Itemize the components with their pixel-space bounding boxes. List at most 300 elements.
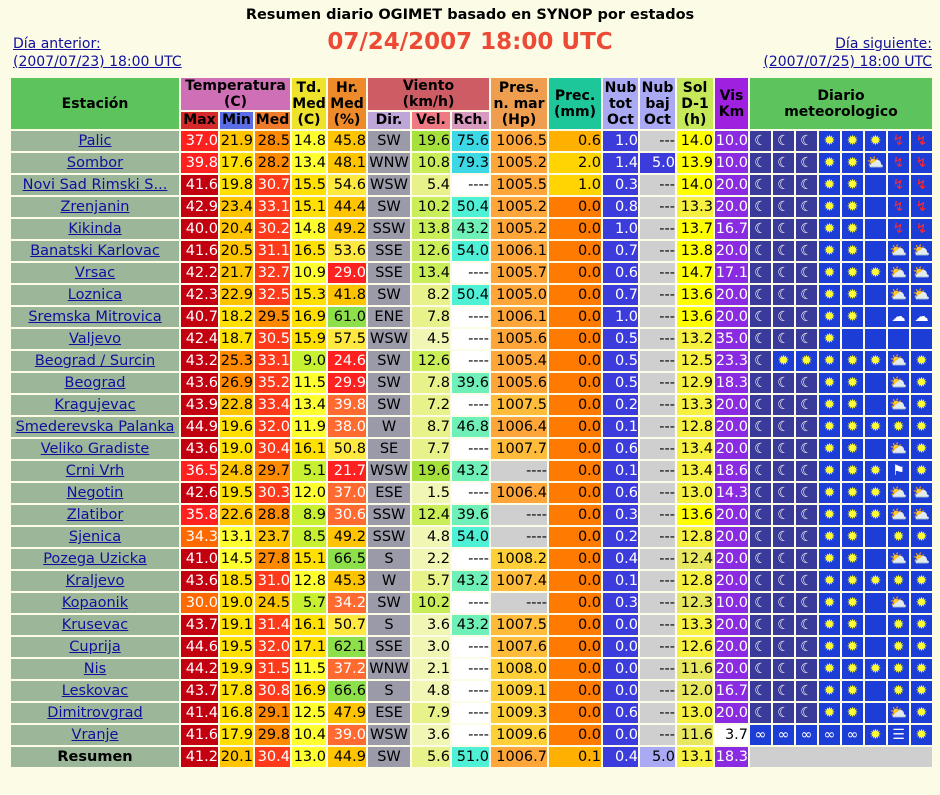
wind-dir-cell: SW [368,373,410,393]
sun-cloud-icon: ⛅ [889,705,908,721]
station-link[interactable]: Kopaonik [61,595,129,611]
sun-icon: ✹ [865,505,886,525]
cloud-low-cell: --- [640,461,675,481]
synop-summary-table [9,76,934,769]
max-temp-cell: 44.2 [181,659,218,679]
night-moon-icon: ☾ [796,417,817,437]
med-temp-cell: 23.7 [255,527,290,547]
visibility-cell: 20.0 [715,573,748,589]
sun-icon: ✹ [865,659,886,679]
wind-speed-cell: 12.4 [412,505,450,525]
night-moon-icon: ☾ [796,571,817,591]
sun-icon: ✹ [911,373,932,393]
night-moon-icon: ☾ [773,483,794,503]
dewpoint-cell: 16.9 [293,309,326,325]
med-temp-cell: 32.5 [255,285,290,305]
sunshine-cell: 13.4 [677,439,713,459]
table-row [11,307,932,327]
night-moon-icon: ☾ [750,659,771,679]
cloud-total-cell: 0.0 [603,615,638,635]
precip-cell: 0.0 [549,725,601,745]
sun-icon: ✹ [842,659,863,679]
cloud-low-cell: --- [640,637,675,657]
wind-gust-cell: 50.4 [452,197,489,217]
dewpoint-cell: 10.9 [293,265,326,281]
sun-icon: ✹ [842,395,863,415]
wind-dir-cell: SE [368,439,410,459]
max-temp-cell: 43.7 [181,615,218,635]
dewpoint-cell: 12.0 [293,485,326,501]
sun-icon: ✹ [842,703,863,723]
station-cell [11,307,179,327]
sun-icon: ✹ [865,263,886,283]
station-link[interactable]: Vranje [71,727,119,743]
med-temp-cell: 28.8 [255,505,290,525]
wind-gust-cell: ---- [452,659,489,679]
night-moon-icon: ☾ [796,615,817,635]
wind-dir-cell: SW [368,351,410,371]
cloud-low-cell: 5.0 [640,153,675,173]
pressure-cell: 1006.4 [491,483,547,503]
sun-icon: ✹ [911,351,932,371]
empty-cell [911,329,932,349]
empty-cell [865,285,886,305]
station-link[interactable]: Pozega Uzicka [43,551,147,567]
station-link[interactable]: Cuprija [69,639,121,655]
sunshine-cell: 12.3 [677,593,713,613]
night-moon-icon: ☾ [796,131,817,151]
wind-speed-cell: 3.6 [412,615,450,635]
station-cell [11,527,179,547]
sun-icon: ✹ [911,681,932,701]
sun-icon: ✹ [911,395,932,415]
night-moon-icon: ☾ [773,681,794,701]
night-moon-icon: ☾ [773,131,794,151]
empty-cell [865,329,886,349]
night-moon-icon: ☾ [750,197,771,217]
empty-cell [865,439,886,459]
station-link[interactable]: Kragujevac [54,397,136,413]
table-row [11,571,932,591]
sun-icon: ✹ [865,131,886,151]
pressure-cell: 1005.6 [491,373,547,393]
night-moon-icon: ☾ [750,483,771,503]
station-link[interactable]: Zrenjanin [60,199,130,215]
med-temp-cell: 30.5 [255,329,290,349]
station-link[interactable]: Nis [83,661,107,677]
station-cell [11,373,179,393]
night-moon-icon: ☾ [750,241,771,261]
sun-icon: ✹ [911,417,932,437]
med-temp-cell: 31.5 [255,659,290,679]
max-temp-cell: 44.9 [181,417,218,437]
station-link[interactable]: Veliko Gradiste [40,441,150,457]
min-temp-cell: 23.4 [220,199,253,215]
sunshine-cell: 14.0 [677,175,713,195]
wind-gust-cell: ---- [452,307,489,327]
dewpoint-cell: 15.9 [293,331,326,347]
cloud-total-cell: 1.0 [603,131,638,151]
night-moon-icon: ☾ [796,549,817,569]
cloud-total-cell: 0.1 [603,461,638,481]
wind-dir-cell: ENE [368,307,410,327]
humidity-cell: 54.6 [328,175,366,195]
table-row [11,615,932,635]
max-temp-cell: 41.6 [181,241,218,261]
station-cell [11,439,179,459]
night-moon-icon: ☾ [773,417,794,437]
station-cell [11,659,179,679]
dewpoint-cell: 11.5 [293,661,326,677]
station-link[interactable]: Sjenica [68,529,122,545]
sun-icon: ✹ [819,263,840,283]
next-day-link[interactable] [763,36,932,70]
sun-icon: ✹ [842,417,863,437]
cloud-total-cell: 0.0 [603,681,638,701]
station-link[interactable]: Krusevac [61,617,129,633]
visibility-cell: 20.0 [715,199,748,215]
humidity-cell: 61.0 [328,307,366,327]
station-link[interactable]: Beograd [64,375,126,391]
sun-icon: ✹ [796,351,817,371]
station-link[interactable]: Leskovac [61,683,129,699]
max-temp-cell: 42.9 [181,197,218,217]
precip-cell: 0.0 [549,659,601,679]
sun-icon: ✹ [865,571,886,591]
table-row [11,681,932,701]
min-temp-cell: 18.7 [220,331,253,347]
min-temp-cell: 20.5 [220,243,253,259]
night-moon-icon: ☾ [796,593,817,613]
min-temp-cell: 19.1 [220,617,253,633]
max-temp-cell: 42.6 [181,483,218,503]
dewpoint-cell: 10.4 [293,727,326,743]
sun-cloud-icon: ⛅ [889,243,908,259]
wind-speed-cell: 5.4 [412,175,450,195]
wind-gust-cell: 39.6 [452,373,489,393]
med-temp-cell: 30.7 [255,175,290,195]
sun-icon: ✹ [819,351,840,371]
table-row [11,703,932,723]
night-moon-icon: ☾ [750,593,771,613]
precip-cell: 0.0 [549,637,601,657]
precip-cell: 0.0 [549,439,601,459]
wind-speed-cell: 2.2 [412,549,450,569]
max-temp-cell: 41.4 [181,703,218,723]
station-link[interactable]: Loznica [67,287,123,303]
wind-gust-cell: 54.0 [452,241,489,261]
min-temp-cell: 17.8 [220,683,253,699]
humidity-cell: 29.0 [328,263,366,283]
station-link[interactable]: Crni Vrh [65,463,125,479]
night-moon-icon: ☾ [773,175,794,195]
table-row [11,219,932,239]
min-temp-cell: 19.5 [220,639,253,655]
sun-cloud-icon: ⛅ [889,287,908,303]
dewpoint-cell: 12.8 [293,573,326,589]
fog-icon: ∞ [819,725,840,745]
sun-icon: ✹ [819,197,840,217]
precip-cell: 0.6 [549,131,601,151]
sun-cloud-icon: ⛅ [889,353,908,369]
dewpoint-cell: 9.0 [292,351,326,371]
summary-max: 41.2 [181,747,218,767]
previous-day-date: (2007/07/23) 18:00 UTC [13,54,182,70]
night-moon-icon: ☾ [773,219,794,239]
precip-cell: 0.0 [549,593,601,613]
summary-prec: 0.1 [549,747,601,767]
precip-cell: 0.0 [549,263,601,283]
visibility-cell: 18.3 [715,375,748,391]
header-visibility: Vis Km [715,78,748,129]
night-moon-icon: ☾ [796,263,817,283]
night-moon-icon: ☾ [773,285,794,305]
sun-icon: ✹ [819,615,840,635]
cloud-low-cell: --- [640,571,675,591]
precip-cell: 0.0 [549,417,601,437]
med-temp-cell: 33.1 [255,197,290,217]
empty-cell [865,219,886,239]
night-moon-icon: ☾ [750,373,771,393]
med-temp-cell: 31.4 [255,615,290,635]
night-moon-icon: ☾ [796,637,817,657]
wind-gust-icon: ⚑ [888,461,909,481]
cloud-total-cell: 0.1 [603,571,638,591]
sun-cloud-icon: ⛅ [912,485,931,501]
med-temp-cell: 30.2 [255,219,290,239]
sunshine-cell: 13.6 [677,505,713,525]
dewpoint-cell: 15.5 [293,177,326,193]
sun-cloud-icon: ⛅ [889,441,908,457]
wind-gust-cell: ---- [452,725,489,745]
dewpoint-cell: 11.9 [293,419,326,435]
humidity-cell: 48.1 [328,153,366,173]
sun-icon: ✹ [773,351,794,371]
visibility-cell: 20.0 [715,617,748,633]
empty-cell [865,615,886,635]
table-row [11,505,932,525]
station-link[interactable]: Zlatibor [66,507,124,523]
header-hr: Hr. Med (%) [328,78,366,129]
empty-cell [865,549,886,569]
humidity-cell: 49.2 [328,527,366,547]
wind-speed-cell: 4.5 [412,329,450,349]
table-row [11,131,932,151]
station-cell [11,549,179,569]
humidity-cell: 57.5 [328,329,366,349]
night-moon-icon: ☾ [796,439,817,459]
cloud-total-cell: 0.4 [603,549,638,569]
header-pressure: Pres. n. mar (Hp) [491,78,547,129]
station-link[interactable]: Palic [78,133,112,149]
sun-icon: ✹ [911,527,932,547]
dewpoint-cell: 16.5 [293,243,326,259]
sun-icon: ✹ [819,483,840,503]
sun-icon: ✹ [819,417,840,437]
precip-cell: 0.0 [549,219,601,239]
station-link[interactable]: Kikinda [68,221,122,237]
station-link[interactable]: Vrsac [74,265,116,281]
station-cell [11,681,179,701]
sun-icon: ✹ [888,681,909,701]
wind-dir-cell: WNW [369,661,409,677]
visibility-cell: 20.0 [715,507,748,523]
night-moon-icon: ☾ [750,549,771,569]
station-link[interactable]: Sombor [66,155,124,171]
night-moon-icon: ☾ [750,703,771,723]
max-temp-cell: 37.0 [181,131,218,151]
night-moon-icon: ☾ [773,615,794,635]
header-nub-baj: Nub baj Oct [641,79,674,128]
sun-icon: ✹ [865,351,886,371]
sunshine-cell: 13.0 [677,483,713,503]
precip-cell: 0.0 [549,307,601,327]
cloud-total-cell: 0.0 [603,725,638,745]
max-temp-cell: 41.0 [181,549,218,569]
station-link[interactable]: Banatski Karlovac [30,243,160,259]
sun-icon: ✹ [819,219,840,239]
cloud-total-cell: 0.5 [603,373,638,393]
sun-icon: ✹ [819,307,840,327]
table-row [11,395,932,415]
pressure-cell: 1009.1 [491,681,547,701]
cloud-low-cell: --- [640,505,675,525]
sun-icon: ✹ [911,637,932,657]
visibility-cell: 20.0 [715,661,748,677]
station-link[interactable]: Negotin [66,485,124,501]
cloud-low-cell: --- [640,197,675,217]
dewpoint-cell: 16.1 [293,441,326,457]
precip-cell: 0.0 [549,571,601,591]
sun-icon: ✹ [888,417,909,437]
sun-cloud-icon: ⛅ [912,507,931,523]
station-link[interactable]: Smederevska Palanka [15,419,175,435]
night-moon-icon: ☾ [773,153,794,173]
station-cell [11,263,179,283]
station-link[interactable]: Sremska Mitrovica [28,309,162,325]
wind-gust-cell: 54.0 [452,527,489,547]
wind-speed-cell: 12.6 [412,351,450,371]
header-max: Max [181,112,218,129]
sun-icon: ✹ [888,659,909,679]
station-link[interactable]: Novi Sad Rimski S... [22,177,168,193]
wind-speed-cell: 5.7 [412,571,450,591]
dewpoint-cell: 15.3 [293,287,326,303]
wind-dir-cell: SW [368,395,410,415]
humidity-cell: 29.9 [328,373,366,393]
wind-dir-cell: WNW [369,155,409,171]
sunshine-cell: 13.6 [677,307,713,327]
cloud-total-cell: 1.4 [603,153,638,173]
night-moon-icon: ☾ [796,681,817,701]
night-moon-icon: ☾ [750,329,771,349]
sun-icon: ✹ [911,461,932,481]
page-title: Resumen diario OGIMET basado en SYNOP por estados [245,7,695,23]
sun-icon: ✹ [865,725,886,745]
precip-cell: 0.0 [549,197,601,217]
station-link[interactable]: Kraljevo [65,573,125,589]
sun-cloud-icon: ⛅ [889,485,908,501]
sunshine-cell: 14.0 [677,131,713,151]
cloud-total-cell: 1.0 [603,219,638,239]
wind-dir-cell: WSW [368,725,410,745]
humidity-cell: 41.8 [328,285,366,305]
night-moon-icon: ☾ [750,263,771,283]
night-moon-icon: ☾ [796,175,817,195]
sun-cloud-icon: ⛅ [866,155,885,171]
max-temp-cell: 43.2 [181,351,218,371]
med-temp-cell: 28.5 [255,131,290,151]
night-moon-icon: ☾ [750,505,771,525]
wind-gust-cell: ---- [452,703,489,723]
max-temp-cell: 41.6 [181,725,218,745]
cloud-total-cell: 0.2 [603,527,638,547]
station-link[interactable]: Dimitrovgrad [47,705,143,721]
visibility-cell: 18.6 [715,463,748,479]
sun-icon: ✹ [842,263,863,283]
visibility-cell: 20.0 [715,397,748,413]
summary-diario-empty [750,747,932,767]
visibility-cell: 20.0 [715,243,748,259]
sun-icon: ✹ [819,175,840,195]
humidity-cell: 34.2 [328,593,366,613]
night-moon-icon: ☾ [773,329,794,349]
wind-dir-cell: W [368,571,410,591]
station-cell [11,615,179,635]
cloud-low-cell: --- [640,219,675,239]
night-moon-icon: ☾ [773,439,794,459]
cloud-total-cell: 0.5 [603,329,638,349]
dewpoint-cell: 8.5 [292,527,326,547]
wind-dir-cell: SSW [368,219,410,239]
med-temp-cell: 30.3 [255,483,290,503]
summary-label: Resumen [11,747,179,767]
precip-cell: 0.0 [549,241,601,261]
med-temp-cell: 32.0 [255,637,290,657]
dewpoint-cell: 15.1 [293,551,326,567]
sunshine-cell: 13.0 [677,703,713,723]
empty-cell [865,175,886,195]
sun-icon: ✹ [819,373,840,393]
dewpoint-cell: 14.8 [293,133,326,149]
thunderstorm-icon: ↯ [911,131,932,151]
sunshine-cell: 12.4 [677,549,713,569]
station-link[interactable]: Valjevo [68,331,122,347]
visibility-cell: 20.0 [715,441,748,457]
sun-icon: ✹ [911,659,932,679]
cloud-low-cell: --- [640,351,675,371]
sun-icon: ✹ [819,241,840,261]
summary-hr: 44.9 [328,747,366,767]
wind-dir-cell: SSW [368,505,410,525]
station-cell [11,637,179,657]
max-temp-cell: 43.6 [181,439,218,459]
sun-icon: ✹ [819,505,840,525]
report-date: 07/24/2007 18:00 UTC [327,29,613,55]
med-temp-cell: 32.7 [255,263,290,283]
max-temp-cell: 39.8 [181,153,218,173]
sun-icon: ✹ [842,681,863,701]
pressure-cell: 1008.0 [491,659,547,679]
night-moon-icon: ☾ [796,329,817,349]
station-link[interactable]: Beograd / Surcin [34,353,156,369]
pressure-cell: 1006.1 [491,307,547,327]
pressure-cell: 1007.7 [491,439,547,459]
med-temp-cell: 28.2 [255,153,290,173]
header-nub-tot: Nub tot Oct [604,79,637,128]
wind-dir-cell: SSE [368,241,410,261]
wind-speed-cell: 13.4 [412,263,450,283]
